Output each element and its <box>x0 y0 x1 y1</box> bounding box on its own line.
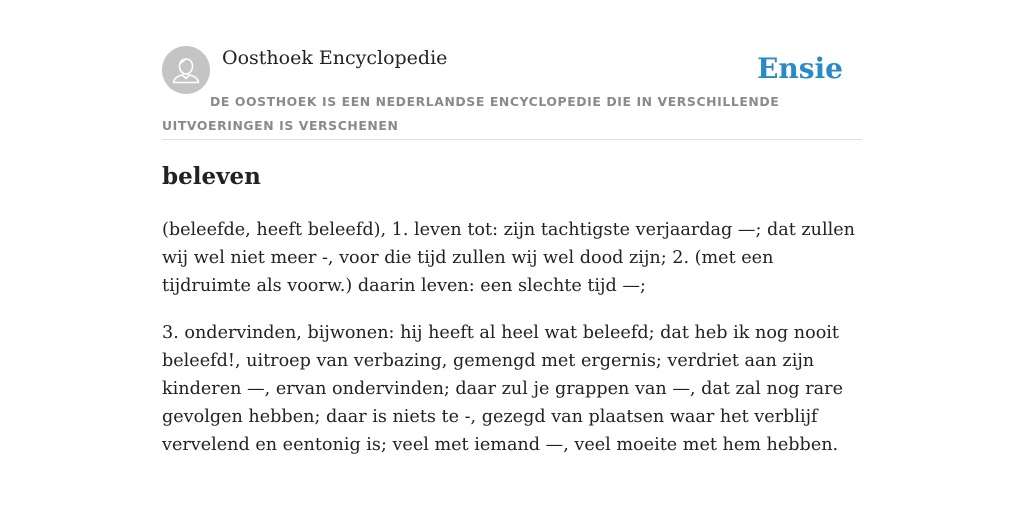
source-name[interactable]: Oosthoek Encyclopedie <box>222 47 448 69</box>
entry-word: beleven <box>162 163 261 190</box>
entry-header <box>162 46 862 140</box>
definition-paragraph: 3. ondervinden, bijwonen: hij heeft al heel wat beleefd; dat heb ik nog nooit beleefd!, uitroep van verbazing, gemengd met ergernis; verdriet aan zijn kinderen —, ervan ondervinden; daar zul je grappen van —, dat zal nog rare gevolgen hebben; daar is niets te -, gezegd van plaatsen waar het verblijf vervelend en eentonig is; veel met iemand —, veel moeite met hem hebben. <box>162 323 843 455</box>
definition-paragraph: (beleefde, heeft beleefd), 1. leven tot: zijn tachtigste verjaardag —; dat zullen wij wel niet meer -, voor die tijd zullen wij wel dood zijn; 2. (met een tijdruimte als voorw.) daarin leven: een slechte tijd —; <box>162 220 856 296</box>
user-silhouette-icon <box>162 46 210 94</box>
user-avatar-icon[interactable] <box>162 46 210 94</box>
brand-logo[interactable]: Ensie <box>757 52 843 85</box>
source-description: DE OOSTHOEK IS EEN NEDERLANDSE ENCYCLOPEDIE DIE IN VERSCHILLENDE UITVOERINGEN IS VERSCHENEN <box>162 94 780 133</box>
entry-definition <box>162 216 862 478</box>
entry-card <box>162 0 862 512</box>
